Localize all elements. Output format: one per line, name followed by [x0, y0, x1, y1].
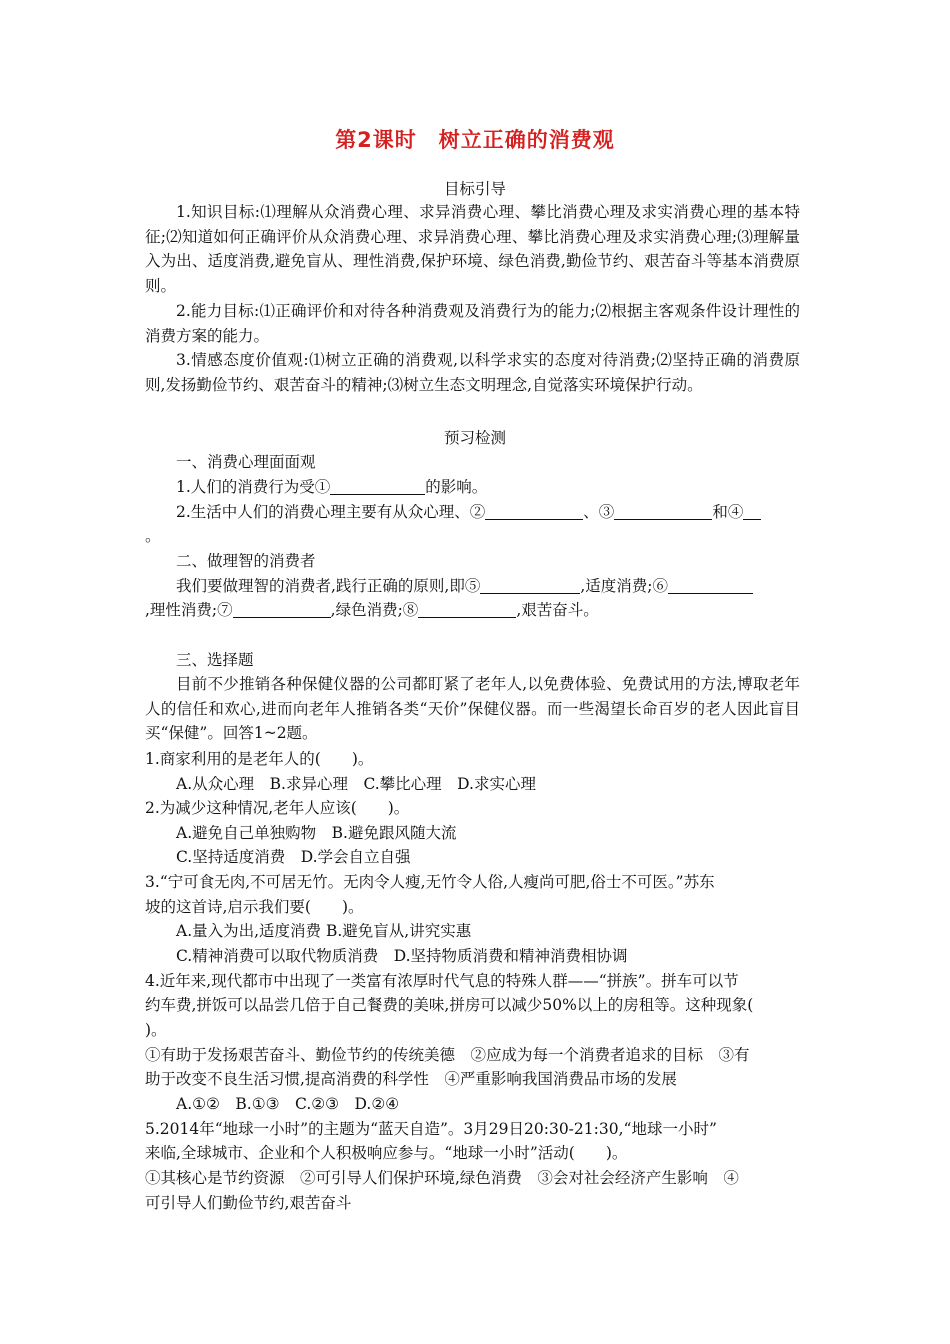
choice-q1-options: A.从众心理 B.求异心理 C.攀比心理 D.求实心理	[176, 775, 536, 793]
preview-q2	[176, 500, 761, 524]
fill-blank-1[interactable]	[330, 477, 425, 495]
preview-q1	[176, 475, 487, 499]
choice-q4-line-1: 4.近年来,现代都市中出现了一类富有浓厚时代气息的特殊人群——“拼族”。拼车可以节	[145, 972, 739, 990]
goal-item-2: 2.能力目标:⑴正确评价和对待各种消费观及消费行为的能力;⑵根据主客观条件设计理性的消费方案的能力。	[145, 302, 800, 345]
choice-q5-statements-2: 可引导人们勤俭节约,艰苦奋斗	[145, 1194, 352, 1212]
part2-title: 二、做理智的消费者	[176, 552, 316, 570]
part2-line-1	[176, 574, 753, 598]
part1-title: 一、消费心理面面观	[176, 453, 316, 471]
choice-intro: 目前不少推销各种保健仪器的公司都盯紧了老年人,以免费体验、免费试用的方法,博取老年人的信任和欢心,进而向老年人推销各类“天价”保健仪器。而一些渴望长命百岁的老人因此盲目买“保健”。回答1~2题。	[145, 675, 800, 743]
choice-q5-line-1: 5.2014年“地球一小时”的主题为“蓝天自造”。3月29日20:30-21:30,“地球一小时”	[145, 1120, 717, 1138]
p2-text-e: ,艰苦奋斗。	[516, 601, 599, 619]
choice-q1: 1.商家利用的是老年人的( )。	[145, 750, 374, 768]
q2-text-c: 和④	[712, 503, 744, 521]
fill-blank-4[interactable]	[743, 502, 761, 520]
fill-blank-8[interactable]	[418, 600, 516, 618]
choice-q2-options-1: A.避免自己单独购物 B.避免跟风随大流	[176, 824, 457, 842]
choice-q4-line-2: 约车费,拼饭可以品尝几倍于自己餐费的美味,拼房可以减少50%以上的房租等。这种现象(	[145, 996, 754, 1014]
choice-q5-statements-1: ①其核心是节约资源 ②可引导人们保护环境,绿色消费 ③会对社会经济产生影响 ④	[145, 1169, 739, 1187]
p2-text-b: ,适度消费;⑥	[580, 577, 669, 595]
choice-q4-statements-1: ①有助于发扬艰苦奋斗、勤俭节约的传统美德 ②应成为每一个消费者追求的目标 ③有	[145, 1046, 750, 1064]
q2-text-a: 2.生活中人们的消费心理主要有从众心理、②	[176, 503, 486, 521]
fill-blank-3[interactable]	[614, 502, 712, 520]
choice-q4-options: A.①② B.①③ C.②③ D.②④	[176, 1095, 400, 1113]
q1-text-a: 1.人们的消费行为受①	[176, 478, 331, 496]
choice-q2-options-2: C.坚持适度消费 D.学会自立自强	[176, 848, 411, 866]
choice-q4-statements-2: 助于改变不良生活习惯,提高消费的科学性 ④严重影响我国消费品市场的发展	[145, 1070, 677, 1088]
q2-end: 。	[145, 527, 161, 545]
choice-q3-options-1: A.量入为出,适度消费 B.避免盲从,讲究实惠	[176, 922, 472, 940]
choice-q3-line-2: 坡的这首诗,启示我们要( )。	[145, 898, 364, 916]
choice-q3-options-2: C.精神消费可以取代物质消费 D.坚持物质消费和精神消费相协调	[176, 947, 628, 965]
fill-blank-6[interactable]	[668, 576, 753, 594]
goals-heading: 目标引导	[443, 180, 506, 198]
fill-blank-2[interactable]	[485, 502, 583, 520]
p2-text-c: ,理性消费;⑦	[145, 601, 233, 619]
choice-heading: 三、选择题	[176, 651, 254, 669]
q2-text-b: 、③	[583, 503, 615, 521]
p2-text-d: ,绿色消费;⑧	[330, 601, 419, 619]
q1-text-b: 的影响。	[425, 478, 488, 496]
goal-item-3: 3.情感态度价值观:⑴树立正确的消费观,以科学求实的态度对待消费;⑵坚持正确的消费原则,发扬勤俭节约、艰苦奋斗的精神;⑶树立生态文明理念,自觉落实环境保护行动。	[145, 351, 800, 394]
choice-q3-line-1: 3.“宁可食无肉,不可居无竹。无肉令人瘦,无竹令人俗,人瘦尚可肥,俗士不可医。”苏东	[145, 873, 715, 891]
page-title: 第2课时 树立正确的消费观	[335, 128, 615, 152]
choice-q4-line-3: )。	[145, 1021, 167, 1039]
choice-q5-line-2: 来临,全球城市、企业和个人积极响应参与。“地球一小时”活动( )。	[145, 1144, 628, 1162]
fill-blank-5[interactable]	[480, 576, 580, 594]
goal-item-1: 1.知识目标:⑴理解从众消费心理、求异消费心理、攀比消费心理及求实消费心理的基本特征;⑵知道如何正确评价从众消费心理、求异消费心理、攀比消费心理及求实消费心理;⑶理解量入为出、适度消费,避免盲从、理性消费,保护环境、绿色消费,勤俭节约、艰苦奋斗等基本消费原则。	[145, 203, 800, 296]
part2-line-2	[145, 598, 599, 622]
preview-heading: 预习检测	[443, 429, 506, 447]
choice-q2: 2.为减少这种情况,老年人应该( )。	[145, 799, 410, 817]
fill-blank-7[interactable]	[233, 600, 331, 618]
p2-text-a: 我们要做理智的消费者,践行正确的原则,即⑤	[176, 577, 481, 595]
